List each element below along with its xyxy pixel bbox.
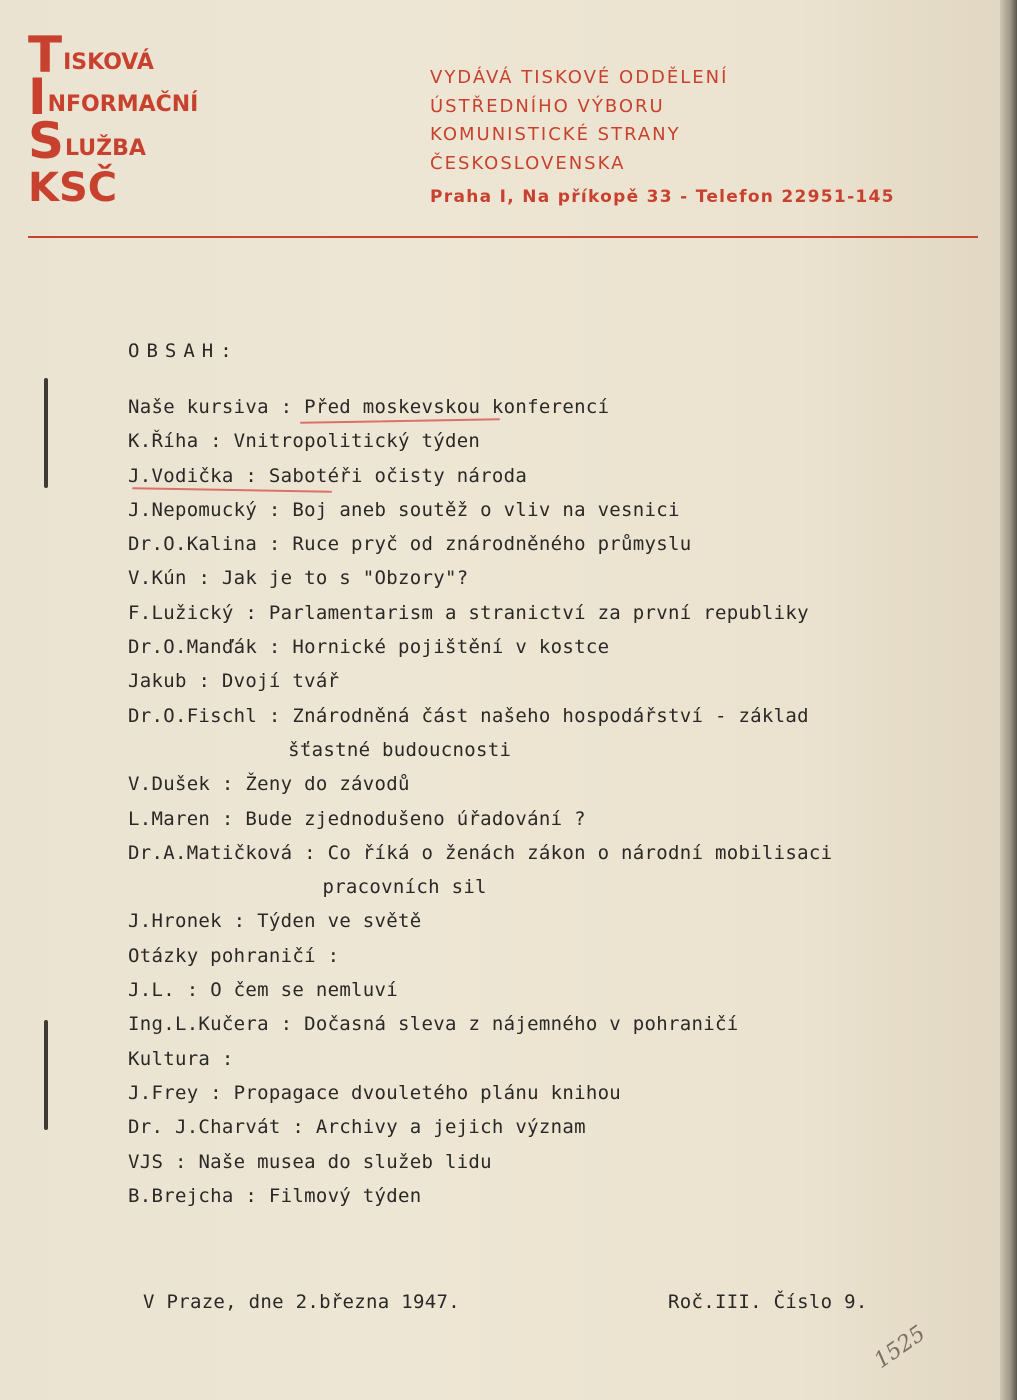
toc-entry xyxy=(128,978,948,1012)
toc-separator: : xyxy=(210,773,246,796)
toc-author: Jakub xyxy=(128,670,187,693)
toc-title: Bude zjednodušeno úřadování ? xyxy=(245,807,586,830)
logo-initial-2: I xyxy=(28,68,47,126)
toc-separator: : xyxy=(198,1081,234,1104)
toc-entry xyxy=(128,669,948,703)
toc-title: Jak je to s "Obzory"? xyxy=(221,567,469,590)
toc-author: Dr. J.Charvát xyxy=(128,1116,281,1139)
logo-initial-3: S xyxy=(28,112,65,170)
masthead-rule xyxy=(28,236,978,238)
logo-ksc: KSČ xyxy=(28,165,118,211)
toc-separator: : xyxy=(186,567,222,590)
toc-title: Znárodněná část našeho hospodářství - základ xyxy=(292,704,809,727)
publisher-block xyxy=(430,64,895,212)
logo-line-3 xyxy=(28,112,146,170)
toc-entry xyxy=(128,841,948,910)
page-edge xyxy=(1000,0,1017,1400)
toc-author: J.Nepomucký xyxy=(128,498,258,521)
logo-initial-1: T xyxy=(28,26,63,84)
toc-entry xyxy=(128,1184,948,1218)
toc-title: Archivy a jejich význam xyxy=(315,1116,586,1139)
toc-separator: : xyxy=(233,601,269,624)
toc-author: J.Vodička xyxy=(128,464,234,487)
toc-title: Dvojí tvář xyxy=(221,670,340,693)
publisher-line-4: ČESKOSLOVENSKA xyxy=(430,152,626,174)
toc-author: VJS xyxy=(128,1150,164,1173)
toc-author: F.Lužický xyxy=(128,601,234,624)
toc-entry xyxy=(128,429,948,463)
toc-entry xyxy=(128,1081,948,1115)
staple-top xyxy=(44,378,48,488)
toc-entry xyxy=(128,1012,948,1046)
toc-author: Otázky pohraničí xyxy=(128,944,316,967)
toc-title: Boj aneb soutěž o vliv na vesnici xyxy=(292,498,680,521)
contents-heading: OBSAH: xyxy=(128,340,239,362)
toc-separator: : xyxy=(186,670,222,693)
toc-title: Ženy do závodů xyxy=(245,773,410,796)
toc-author: J.Frey xyxy=(128,1081,199,1104)
toc-author: K.Říha xyxy=(128,430,199,453)
toc-title: O čem se nemluví xyxy=(210,979,399,1002)
toc-author: J.Hronek xyxy=(128,910,222,933)
toc-title: Týden ve světě xyxy=(257,910,422,933)
toc-title: Propagace dvouletého plánu knihou xyxy=(233,1081,622,1104)
toc-author: Kultura xyxy=(128,1047,211,1070)
toc-title: Filmový týden xyxy=(268,1184,422,1207)
toc-title-continuation: pracovních sil xyxy=(322,875,487,898)
toc-title: Co říká o ženách zákon o národní mobilisaci xyxy=(327,841,833,864)
toc-entry xyxy=(128,532,948,566)
toc-entry xyxy=(128,395,948,429)
issue-number: Roč.III. Číslo 9. xyxy=(668,1291,868,1313)
publisher-address: Praha I, Na příkopě 33 - Telefon 22951-145 xyxy=(430,187,895,207)
staple-bottom xyxy=(44,1020,48,1130)
toc-title: Vnitropolitický týden xyxy=(233,430,481,453)
toc-entry xyxy=(128,464,948,498)
toc-entry xyxy=(128,498,948,532)
toc-separator: : xyxy=(198,430,234,453)
toc-author: Ing.L.Kučera xyxy=(128,1013,269,1036)
logo-word-2: NFORMAČNÍ xyxy=(47,92,199,117)
toc-separator: : xyxy=(280,1116,316,1139)
publisher-line-1: VYDÁVÁ TISKOVÉ ODDĚLENÍ xyxy=(430,67,729,88)
toc-title: Hornické pojištění v kostce xyxy=(292,636,610,659)
toc-separator: : xyxy=(257,533,293,556)
table-of-contents xyxy=(128,395,948,1218)
toc-title: Před moskevskou konferencí xyxy=(304,396,610,418)
toc-separator: : xyxy=(210,807,246,830)
toc-separator: : xyxy=(268,396,305,418)
toc-entry xyxy=(128,1115,948,1149)
toc-entry xyxy=(128,635,948,669)
publisher-line-2: ÚSTŘEDNÍHO VÝBORU xyxy=(430,95,665,117)
toc-separator: : xyxy=(257,498,293,521)
handwritten-note: 1525 xyxy=(869,1321,931,1374)
toc-separator: : xyxy=(315,944,340,967)
logo-word-3: LUŽBA xyxy=(65,136,146,161)
toc-separator: : xyxy=(257,704,293,727)
toc-entry xyxy=(128,807,948,841)
toc-separator: : xyxy=(210,1047,234,1070)
publisher-line-3: KOMUNISTICKÉ STRANY xyxy=(430,124,681,145)
toc-separator: : xyxy=(163,1150,199,1173)
toc-author: Naše kursiva xyxy=(128,396,269,418)
toc-entry xyxy=(128,944,948,978)
toc-separator: : xyxy=(233,464,269,487)
toc-author: J.L. xyxy=(128,979,175,1002)
toc-entry xyxy=(128,1150,948,1184)
toc-entry xyxy=(128,566,948,600)
toc-separator: : xyxy=(233,1184,269,1207)
toc-author: L.Maren xyxy=(128,807,211,830)
toc-title-continuation: šťastné budoucnosti xyxy=(288,738,512,761)
toc-entry xyxy=(128,704,948,773)
toc-entry xyxy=(128,909,948,943)
toc-separator: : xyxy=(174,979,211,1002)
toc-author: Dr.A.Matičková xyxy=(128,841,293,864)
toc-title: Ruce pryč od znárodněného průmyslu xyxy=(292,533,692,556)
toc-title: Dočasná sleva z nájemného v pohraničí xyxy=(304,1013,739,1036)
toc-title: Sabotéři očisty národa xyxy=(268,464,528,487)
toc-author: V.Dušek xyxy=(128,773,211,796)
toc-separator: : xyxy=(268,1013,305,1036)
logo-line-4 xyxy=(28,165,118,211)
toc-title: Parlamentarism a stranictví za první republiky xyxy=(268,601,809,624)
toc-entry xyxy=(128,772,948,806)
logo-word-1: ISKOVÁ xyxy=(63,50,154,75)
toc-separator: : xyxy=(292,841,328,864)
toc-author: B.Brejcha xyxy=(128,1184,234,1207)
toc-author: Dr.O.Manďák xyxy=(128,636,258,659)
toc-separator: : xyxy=(257,636,293,659)
toc-title: Naše musea do služeb lidu xyxy=(198,1150,492,1173)
toc-entry xyxy=(128,601,948,635)
toc-author: Dr.O.Kalina xyxy=(128,533,258,556)
toc-author: V.Kún xyxy=(128,567,187,590)
place-date: V Praze, dne 2.března 1947. xyxy=(143,1291,460,1313)
toc-author: Dr.O.Fischl xyxy=(128,704,258,727)
toc-entry xyxy=(128,1047,948,1081)
toc-separator: : xyxy=(221,910,258,933)
